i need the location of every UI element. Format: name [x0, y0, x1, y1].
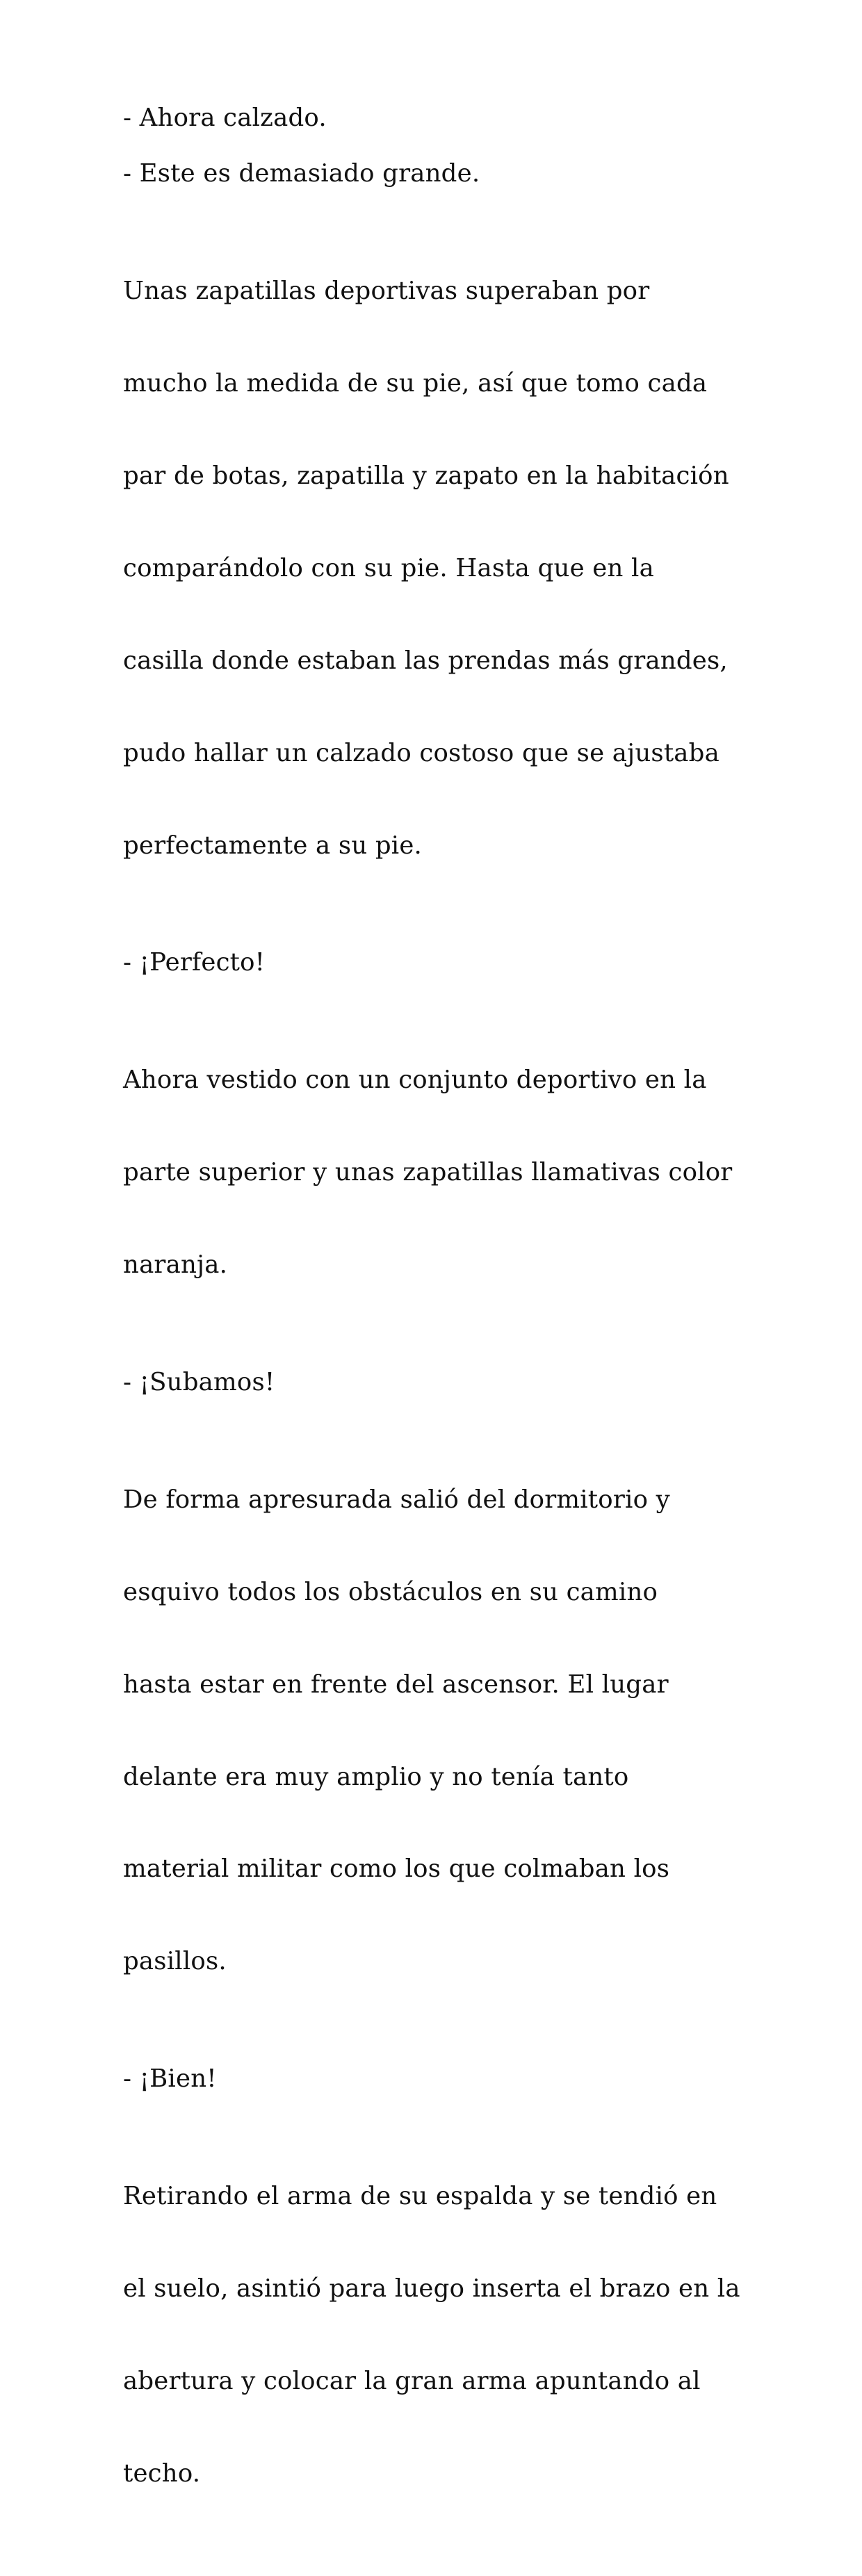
narration-paragraph [123, 2120, 763, 2551]
text-line: delante era muy amplio y no tenía tanto [123, 1762, 629, 1791]
text-line: abertura y colocar la gran arma apuntando al [123, 2366, 701, 2395]
text-line: - Ahora calzado. [123, 104, 327, 132]
text-line: - Este es demasiado grande. [123, 159, 480, 188]
text-line: perfectamente a su pie. [123, 831, 423, 860]
text-line: parte superior y unas zapatillas llamativas color [123, 1158, 733, 1187]
dialogue-paragraph [123, 158, 763, 189]
text-line: - ¡Bien! [123, 2064, 217, 2094]
dialogue-paragraph [123, 1367, 763, 1398]
text-line: casilla donde estaban las prendas más grandes, [123, 646, 728, 675]
text-line: techo. [123, 2459, 201, 2488]
text-line: Retirando el arma de su espalda y se tendió en [123, 2182, 717, 2211]
document-body [123, 103, 763, 2576]
narration-paragraph [123, 1423, 763, 2039]
dialogue-paragraph [123, 2064, 763, 2094]
text-line: comparándolo con su pie. Hasta que en la [123, 553, 654, 582]
text-line: Ahora vestido con un conjunto deportivo en la [123, 1066, 707, 1095]
text-line: material militar como los que colmaban los [123, 1854, 670, 1884]
dialogue-paragraph [123, 103, 763, 133]
text-line: De forma apresurada salió del dormitorio y [123, 1485, 670, 1514]
narration-paragraph [123, 215, 763, 923]
dialogue-paragraph [123, 947, 763, 978]
text-line: par de botas, zapatilla y zapato en la habitación [123, 461, 729, 490]
text-line: pasillos. [123, 1947, 227, 1976]
text-line: hasta estar en frente del ascensor. El lugar [123, 1670, 669, 1699]
text-line: esquivo todos los obstáculos en su camino [123, 1577, 658, 1606]
text-line: el suelo, asintió para luego inserta el brazo en la [123, 2274, 740, 2303]
text-line: Unas zapatillas deportivas superaban por [123, 277, 650, 306]
text-line: pudo hallar un calzado costoso que se ajustaba [123, 738, 719, 767]
text-line: mucho la medida de su pie, así que tomo cada [123, 369, 708, 398]
text-line: naranja. [123, 1250, 228, 1280]
text-line: - ¡Perfecto! [123, 948, 266, 977]
text-line: - ¡Subamos! [123, 1367, 275, 1396]
narration-paragraph [123, 1004, 763, 1342]
